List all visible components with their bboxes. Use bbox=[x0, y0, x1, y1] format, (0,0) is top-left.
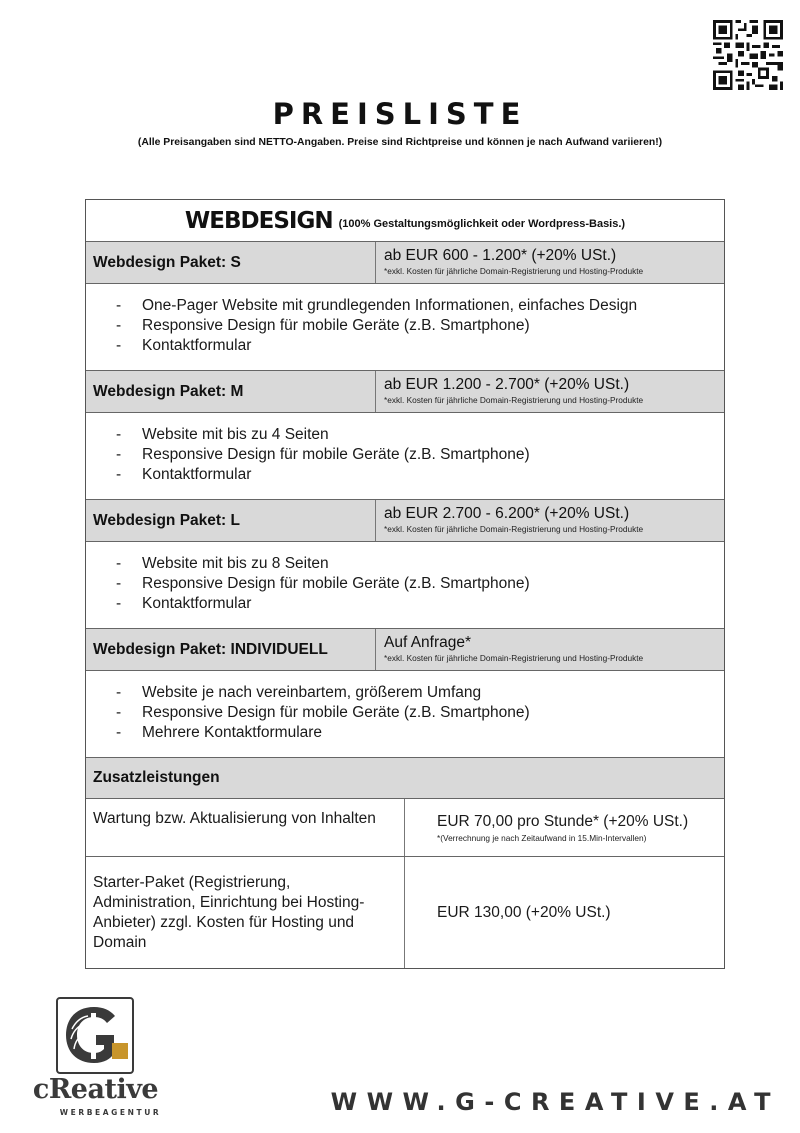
feature-text: Responsive Design für mobile Geräte (z.B. Smartphone) bbox=[142, 446, 530, 464]
extra-price-cell bbox=[405, 857, 724, 968]
package-price-note: *exkl. Kosten für jährliche Domain-Registrierung und Hosting-Produkte bbox=[384, 266, 644, 276]
company-logo bbox=[18, 995, 173, 1123]
extra-price: EUR 70,00 pro Stunde* (+20% USt.) bbox=[437, 812, 689, 830]
feature-text: Kontaktformular bbox=[142, 336, 252, 354]
package-row-m bbox=[86, 371, 724, 413]
package-price-note: *exkl. Kosten für jährliche Domain-Registrierung und Hosting-Produkte bbox=[384, 395, 644, 405]
feature-item bbox=[116, 336, 637, 356]
webdesign-heading: WEBDESIGN bbox=[184, 207, 333, 234]
feature-text: Kontaktformular bbox=[142, 465, 252, 483]
extra-row-starter bbox=[86, 857, 724, 968]
bullet-dash: - bbox=[116, 426, 122, 444]
logo-wordmark: cReative bbox=[32, 1074, 159, 1105]
package-price-note: *exkl. Kosten für jährliche Domain-Registrierung und Hosting-Produkte bbox=[384, 524, 644, 534]
feature-item bbox=[116, 723, 530, 743]
qr-code-icon bbox=[713, 20, 783, 90]
extra-price-cell bbox=[405, 799, 724, 856]
package-price: ab EUR 1.200 - 2.700* (+20% USt.) bbox=[384, 376, 630, 393]
bullet-dash: - bbox=[116, 446, 122, 464]
page-title: PREISLISTE bbox=[272, 97, 528, 131]
website-url[interactable]: WWW.G-CREATIVE.AT bbox=[330, 1088, 780, 1116]
package-name: Webdesign Paket: INDIVIDUELL bbox=[86, 629, 376, 670]
feature-text: Responsive Design für mobile Geräte (z.B. Smartphone) bbox=[142, 704, 530, 722]
package-price-cell bbox=[376, 371, 724, 412]
extra-label: Wartung bzw. Aktualisierung von Inhalten bbox=[86, 799, 405, 856]
bullet-dash: - bbox=[116, 684, 122, 702]
package-row-s bbox=[86, 242, 724, 284]
bullet-dash: - bbox=[116, 723, 122, 741]
feature-item bbox=[116, 574, 530, 594]
lion-g-logo-icon bbox=[56, 997, 134, 1074]
logo-tagline: WERBEAGENTUR bbox=[59, 1108, 162, 1117]
package-name: Webdesign Paket: L bbox=[86, 500, 376, 541]
package-features-s bbox=[86, 284, 724, 371]
bullet-dash: - bbox=[116, 704, 122, 722]
extras-heading: Zusatzleistungen bbox=[86, 758, 724, 799]
package-row-individuell bbox=[86, 629, 724, 671]
feature-text: Website mit bis zu 4 Seiten bbox=[142, 426, 329, 444]
page-subtitle: (Alle Preisangaben sind NETTO-Angaben. Preise sind Richtpreise und können je nach Aufwand variieren!) bbox=[137, 137, 663, 148]
feature-text: Responsive Design für mobile Geräte (z.B. Smartphone) bbox=[142, 317, 530, 335]
package-price-cell bbox=[376, 500, 724, 541]
feature-text: Responsive Design für mobile Geräte (z.B. Smartphone) bbox=[142, 575, 530, 593]
feature-item bbox=[116, 594, 530, 614]
bullet-dash: - bbox=[116, 575, 122, 593]
feature-text: One-Pager Website mit grundlegenden Informationen, einfaches Design bbox=[142, 297, 638, 315]
feature-item bbox=[116, 703, 530, 723]
extra-row-maintenance bbox=[86, 799, 724, 857]
extra-price-note: *(Verrechnung je nach Zeitaufwand in 15.Min-Intervallen) bbox=[437, 832, 647, 843]
webdesign-header bbox=[86, 200, 724, 242]
feature-item bbox=[116, 296, 637, 316]
feature-item bbox=[116, 683, 530, 703]
bullet-dash: - bbox=[116, 594, 122, 612]
feature-item bbox=[116, 554, 530, 574]
package-features-individuell bbox=[86, 671, 724, 758]
feature-text: Website je nach vereinbartem, größerem Umfang bbox=[142, 684, 482, 702]
feature-text: Website mit bis zu 8 Seiten bbox=[142, 555, 329, 573]
package-name: Webdesign Paket: S bbox=[86, 242, 376, 283]
feature-item bbox=[116, 445, 530, 465]
package-price: ab EUR 2.700 - 6.200* (+20% USt.) bbox=[384, 505, 630, 522]
feature-item bbox=[116, 425, 530, 445]
package-name: Webdesign Paket: M bbox=[86, 371, 376, 412]
package-price-cell bbox=[376, 242, 724, 283]
extra-price: EUR 130,00 (+20% USt.) bbox=[437, 903, 611, 921]
feature-text: Mehrere Kontaktformulare bbox=[142, 723, 323, 741]
bullet-dash: - bbox=[116, 317, 122, 335]
feature-item bbox=[116, 316, 637, 336]
bullet-dash: - bbox=[116, 465, 122, 483]
package-price-cell bbox=[376, 629, 724, 670]
package-price-note: *exkl. Kosten für jährliche Domain-Registrierung und Hosting-Produkte bbox=[384, 653, 644, 663]
package-features-m bbox=[86, 413, 724, 500]
package-price: Auf Anfrage* bbox=[384, 634, 472, 651]
price-table bbox=[85, 199, 725, 969]
extra-label: Starter-Paket (Registrierung, Administration, Einrichtung bei Hosting-Anbieter) zzgl. Kosten für Hosting und Domain bbox=[86, 857, 405, 968]
package-features-l bbox=[86, 542, 724, 629]
bullet-dash: - bbox=[116, 297, 122, 315]
bullet-dash: - bbox=[116, 555, 122, 573]
bullet-dash: - bbox=[116, 336, 122, 354]
webdesign-heading-note: (100% Gestaltungsmöglichkeit oder Wordpress-Basis.) bbox=[338, 218, 626, 230]
package-price: ab EUR 600 - 1.200* (+20% USt.) bbox=[384, 247, 617, 264]
feature-item bbox=[116, 465, 530, 485]
package-row-l bbox=[86, 500, 724, 542]
feature-text: Kontaktformular bbox=[142, 594, 252, 612]
